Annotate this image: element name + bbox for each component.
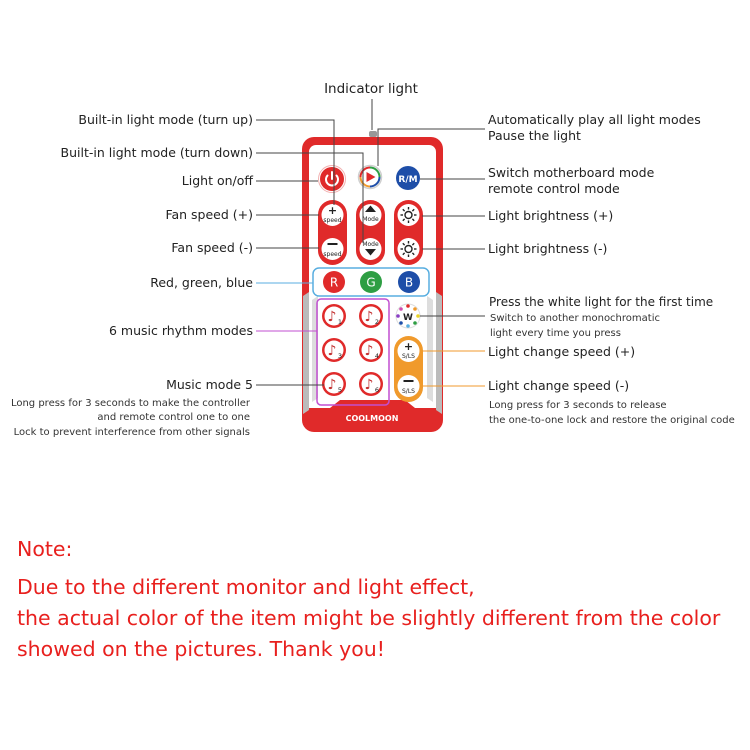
note-line-3: showed on the pictures. Thank you!: [17, 637, 385, 661]
label-fan-plus: Fan speed (+): [165, 207, 253, 222]
note-line-1: Due to the different monitor and light effect,: [17, 575, 475, 599]
red-button-label: R: [329, 275, 339, 290]
blue-button[interactable]: [398, 271, 420, 293]
red-button[interactable]: [323, 271, 345, 293]
brightness-plus-button[interactable]: [398, 204, 420, 226]
label-music5-sub-3: Lock to prevent interference from other signals: [13, 427, 250, 438]
label-music6: 6 music rhythm modes: [108, 323, 253, 338]
music-button-1[interactable]: [322, 304, 346, 328]
right-rail: [436, 292, 442, 414]
note-line-2: the actual color of the item might be slightly different from the color: [17, 606, 721, 630]
label-auto-play-2: Pause the light: [488, 128, 581, 143]
label-bright-minus: Light brightness (-): [488, 241, 608, 256]
label-indicator: Indicator light: [324, 81, 418, 97]
label-speed-minus-sub-2: the one-to-one lock and restore the original code: [489, 415, 735, 426]
power-button[interactable]: [319, 166, 346, 193]
music-button-3[interactable]: [322, 338, 346, 362]
label-rgb: Red, green, blue: [150, 275, 253, 290]
music-button-number: 1: [337, 318, 343, 326]
label-bright-plus: Light brightness (+): [488, 208, 614, 223]
label-white-light: Press the white light for the first time: [489, 295, 714, 309]
music-button-4[interactable]: [359, 338, 383, 362]
music-button-6[interactable]: [359, 372, 383, 396]
label-motherboard-1: Switch motherboard mode: [488, 165, 655, 180]
label-auto-play-1: Automatically play all light modes: [488, 112, 701, 127]
minus-icon: [328, 243, 338, 245]
note-body: [17, 572, 720, 665]
label-white-sub-1: Switch to another monochromatic: [490, 313, 660, 324]
music-button-number: 3: [337, 352, 343, 360]
music-button-number: 2: [374, 318, 380, 326]
label-speed-plus: Light change speed (+): [488, 344, 636, 359]
green-button[interactable]: [360, 271, 382, 293]
rm-button[interactable]: [396, 166, 420, 190]
speed-minus-button[interactable]: [398, 375, 420, 397]
indicator-led: [369, 131, 377, 137]
label-fan-minus: Fan speed (-): [171, 240, 253, 255]
label-turn-down: Built-in light mode (turn down): [60, 145, 253, 160]
remote-control: [302, 131, 443, 432]
music-button-number: 6: [374, 386, 380, 394]
right-labels: [488, 112, 735, 426]
speed-plus-button[interactable]: [398, 340, 420, 362]
brightness-minus-button[interactable]: [398, 238, 420, 260]
music-note-icon: ♪: [364, 343, 374, 359]
label-turn-up: Built-in light mode (turn up): [78, 112, 253, 127]
label-music5-sub-2: and remote control one to one: [97, 412, 250, 423]
note-title: Note:: [17, 537, 73, 561]
auto-play-button[interactable]: [359, 166, 382, 189]
speed-plus-label: S/LS: [402, 353, 415, 360]
brand-text: COOLMOON: [345, 414, 399, 423]
music-note-icon: ♪: [364, 309, 374, 325]
green-button-label: G: [366, 275, 376, 290]
label-speed-minus: Light change speed (-): [488, 378, 630, 393]
mode-down-label: Mode: [362, 241, 379, 248]
blue-button-label: B: [404, 275, 414, 290]
fan-minus-label: speed: [323, 251, 342, 258]
speed-minus-label: S/LS: [402, 388, 415, 395]
fan-plus-label: speed: [323, 217, 342, 224]
music-note-icon: ♪: [327, 377, 337, 393]
label-motherboard-2: remote control mode: [488, 181, 620, 196]
music-note-icon: ♪: [327, 309, 337, 325]
minus-icon: [404, 380, 414, 382]
music-button-number: 5: [337, 386, 343, 394]
rm-button-label: R/M: [398, 175, 418, 185]
music-button-number: 4: [374, 352, 380, 360]
music-note-icon: ♪: [327, 343, 337, 359]
fan-speed-plus-button[interactable]: [322, 204, 344, 226]
mode-up-label: Mode: [362, 216, 379, 223]
label-speed-minus-sub-1: Long press for 3 seconds to release: [489, 400, 667, 411]
left-rail: [303, 292, 309, 414]
white-light-button[interactable]: [396, 304, 420, 328]
plus-icon: +: [327, 204, 338, 217]
music-button-5[interactable]: [322, 372, 346, 396]
music-note-icon: ♪: [364, 377, 374, 393]
label-music5-sub-1: Long press for 3 seconds to make the controller: [10, 398, 250, 409]
fan-speed-minus-button[interactable]: [322, 238, 344, 260]
white-button-label: W: [403, 313, 413, 323]
label-music5: Music mode 5: [166, 377, 253, 392]
label-white-sub-2: light every time you press: [490, 328, 621, 339]
music-button-2[interactable]: [359, 304, 383, 328]
plus-icon: +: [403, 340, 414, 353]
label-on-off: Light on/off: [181, 173, 253, 188]
